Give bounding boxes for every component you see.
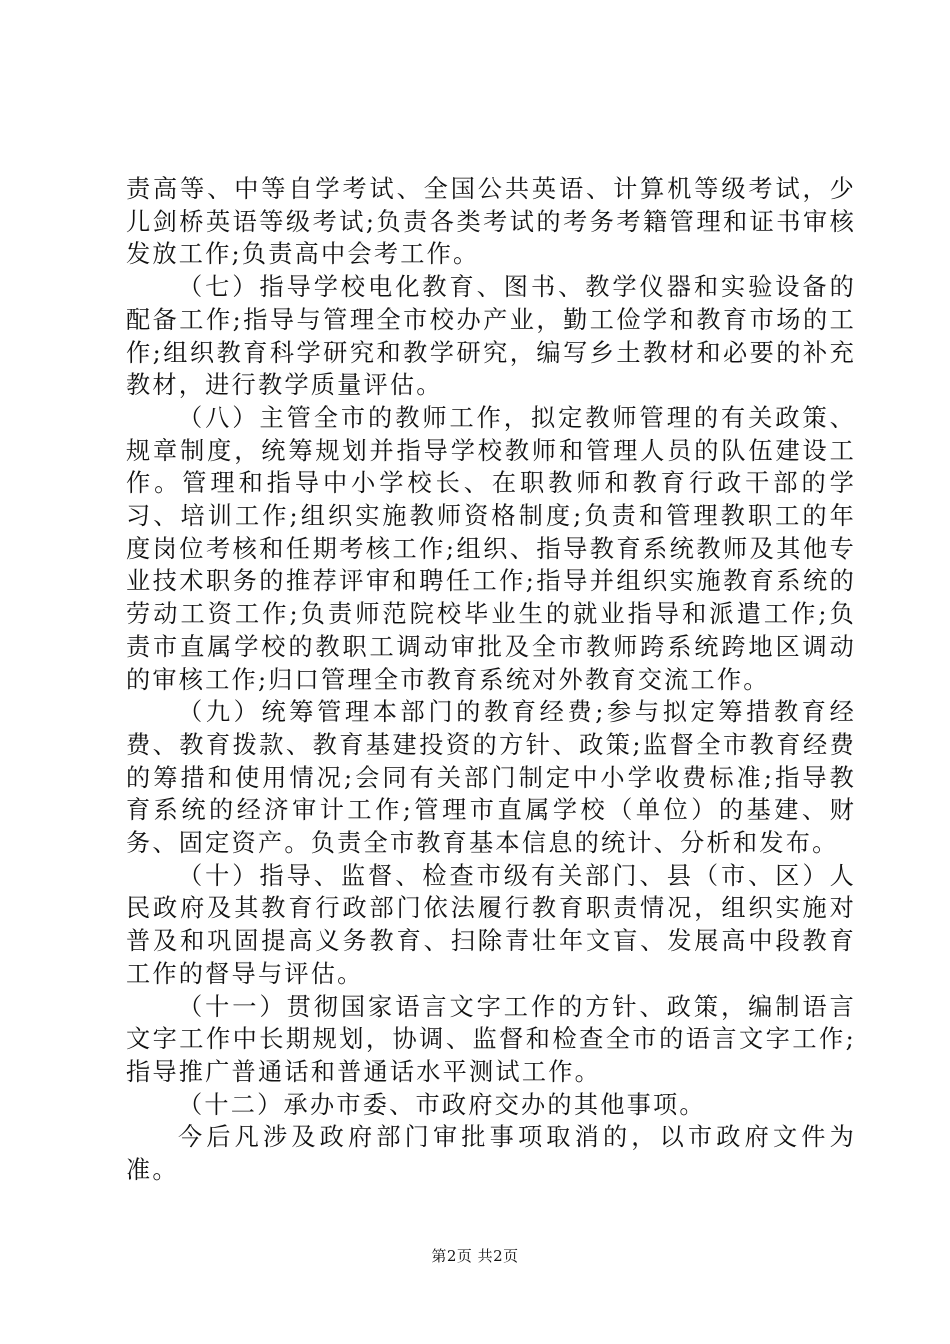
page-number-footer: 第2页 共2页	[431, 1247, 519, 1265]
paragraph-closing-note: 今后凡涉及政府部门审批事项取消的，以市政府文件为准。	[126, 1123, 856, 1185]
document-body	[126, 173, 856, 1187]
paragraph-item-12: （十二）承办市委、市政府交办的其他事项。	[178, 1090, 706, 1119]
paragraph-item-10: （十）指导、监督、检查市级有关部门、县（市、区）人民政府及其教育行政部门依法履行教育职责情况，组织实施对普及和巩固提高义务教育、扫除青壮年文盲、发展高中段教育工作的督导与评估。	[126, 861, 856, 988]
paragraph-item-7: （七）指导学校电化教育、图书、教学仪器和实验设备的配备工作;指导与管理全市校办产业，勤工俭学和教育市场的工作;组织教育科学研究和教学研究，编写乡土教材和必要的补充教材，进行教学质量评估。	[126, 273, 856, 400]
paragraph-item-9: （九）统筹管理本部门的教育经费;参与拟定筹措教育经费、教育拨款、教育基建投资的方针、政策;监督全市教育经费的筹措和使用情况;会同有关部门制定中小学收费标准;指导教育系统的经济审计工作;管理市直属学校（单位）的基建、财务、固定资产。负责全市教育基本信息的统计、分析和发布。	[126, 698, 856, 858]
paragraph-item-8: （八）主管全市的教师工作，拟定教师管理的有关政策、规章制度，统筹规划并指导学校教师和管理人员的队伍建设工作。管理和指导中小学校长、在职教师和教育行政干部的学习、培训工作;组织实施教师资格制度;负责和管理教职工的年度岗位考核和任期考核工作;组织、指导教育系统教师及其他专业技术职务的推荐评审和聘任工作;指导并组织实施教育系统的劳动工资工作;负责师范院校毕业生的就业指导和派遣工作;负责市直属学校的教职工调动审批及全市教师跨系统跨地区调动的审核工作;归口管理全市教育系统对外教育交流工作。	[126, 403, 856, 694]
paragraph-item-11: （十一）贯彻国家语言文字工作的方针、政策，编制语言文字工作中长期规划，协调、监督和检查全市的语言文字工作;指导推广普通话和普通话水平测试工作。	[126, 992, 856, 1086]
paragraph-continued: 责高等、中等自学考试、全国公共英语、计算机等级考试，少儿剑桥英语等级考试;负责各类考试的考务考籍管理和证书审核发放工作;负责高中会考工作。	[126, 175, 856, 269]
